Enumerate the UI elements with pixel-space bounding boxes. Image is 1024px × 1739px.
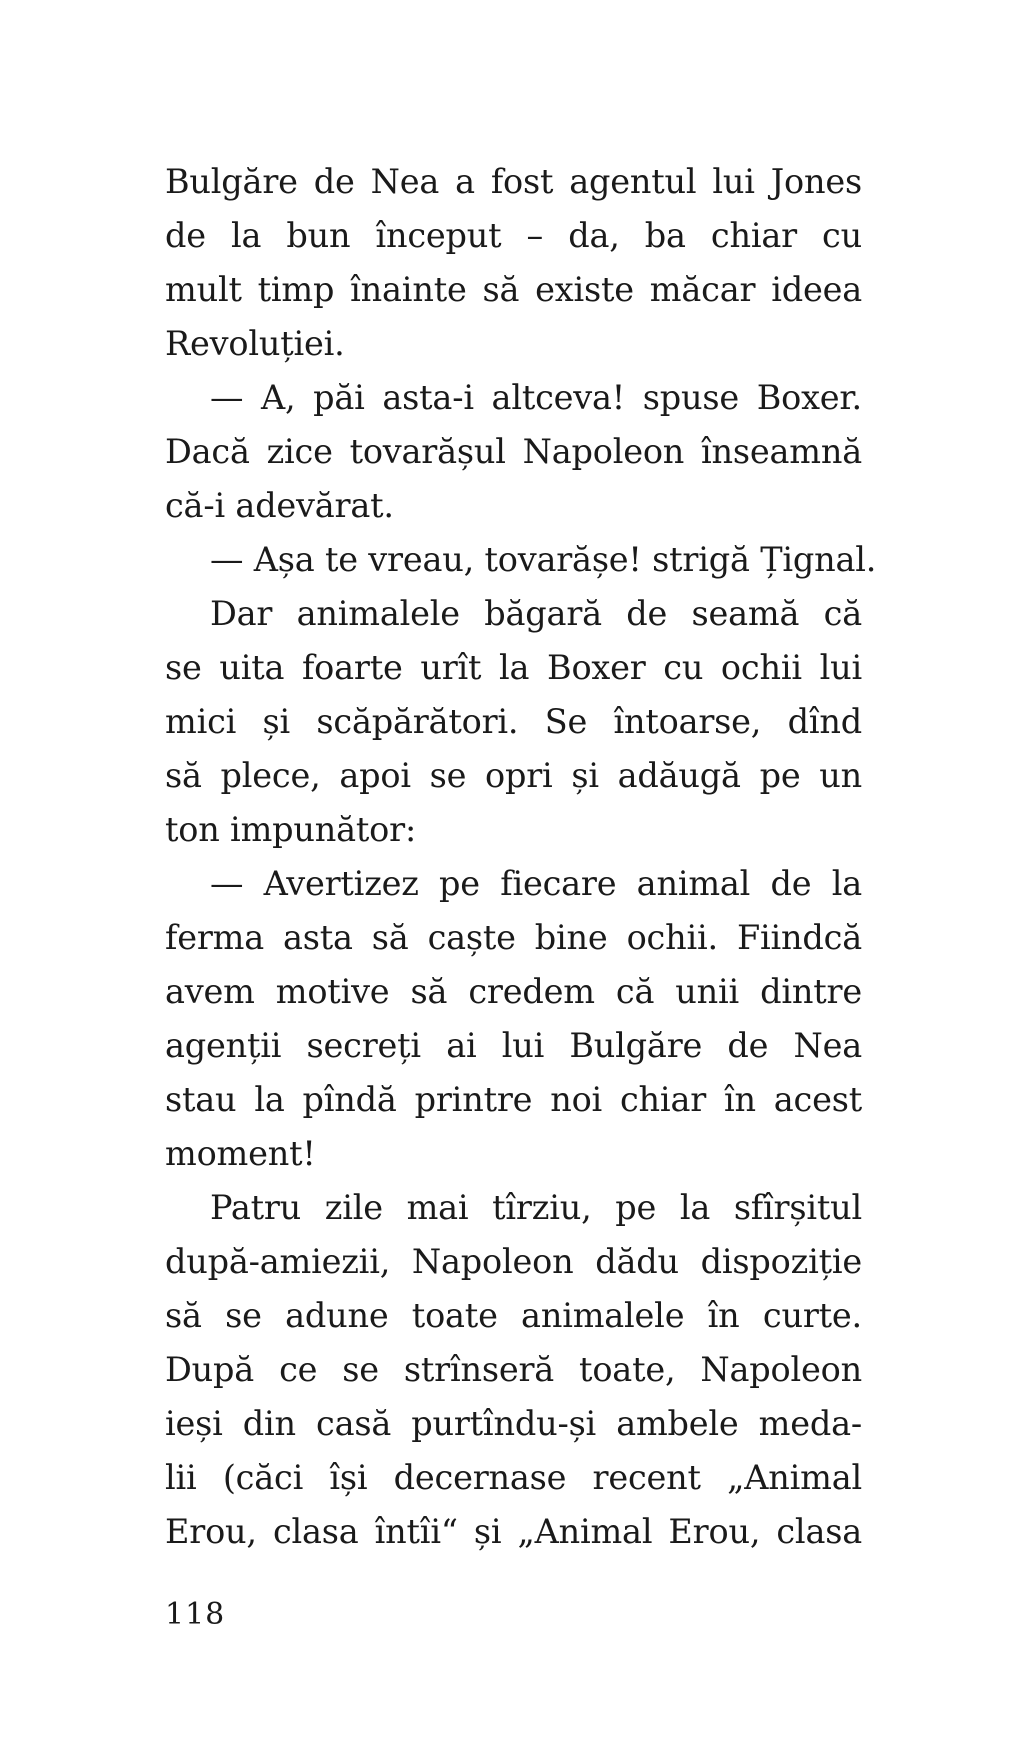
body-text xyxy=(165,155,877,1559)
text-line: să plece, apoi se opri și adăugă pe un xyxy=(165,756,862,795)
text-line: Revoluției. xyxy=(165,324,345,363)
text-line: ieși din casă purtîndu-și ambele meda- xyxy=(165,1404,862,1443)
text-line: lii (căci își decernase recent „Animal xyxy=(165,1458,862,1497)
dialogue-line: — Avertizez pe fiecare animal de la xyxy=(210,864,862,903)
text-line: mult timp înainte să existe măcar ideea xyxy=(165,270,862,309)
text-line: Patru zile mai tîrziu, pe la sfîrșitul xyxy=(210,1188,862,1227)
text-line: Bulgăre de Nea a fost agentul lui Jones xyxy=(165,162,862,201)
text-line: avem motive să credem că unii dintre xyxy=(165,972,862,1011)
text-line: după-amiezii, Napoleon dădu dispoziție xyxy=(165,1242,862,1281)
text-line: Dar animalele băgară de seamă că xyxy=(210,594,862,633)
text-line: că-i adevărat. xyxy=(165,486,394,525)
text-line: Dacă zice tovarășul Napoleon înseamnă xyxy=(165,432,862,471)
page-number: 118 xyxy=(165,1597,226,1632)
text-line: agenții secreți ai lui Bulgăre de Nea xyxy=(165,1026,862,1065)
text-line: ferma asta să caște bine ochii. Fiindcă xyxy=(165,918,862,957)
text-line: ton impunător: xyxy=(165,810,417,849)
text-line: se uita foarte urît la Boxer cu ochii lui xyxy=(165,648,862,687)
dialogue-line: — A, păi asta-i altceva! spuse Boxer. xyxy=(210,378,862,417)
text-line: stau la pîndă printre noi chiar în acest xyxy=(165,1080,862,1119)
text-line: mici și scăpărători. Se întoarse, dînd xyxy=(165,702,862,741)
text-line: moment! xyxy=(165,1134,316,1173)
text-line: de la bun început – da, ba chiar cu xyxy=(165,216,862,255)
text-line: Erou, clasa întîi“ și „Animal Erou, clasa xyxy=(165,1512,862,1551)
text-line: După ce se strînseră toate, Napoleon xyxy=(165,1350,862,1389)
text-line: să se adune toate animalele în curte. xyxy=(165,1296,862,1335)
dialogue-line: — Așa te vreau, tovarășe! strigă Țignal. xyxy=(210,540,877,579)
